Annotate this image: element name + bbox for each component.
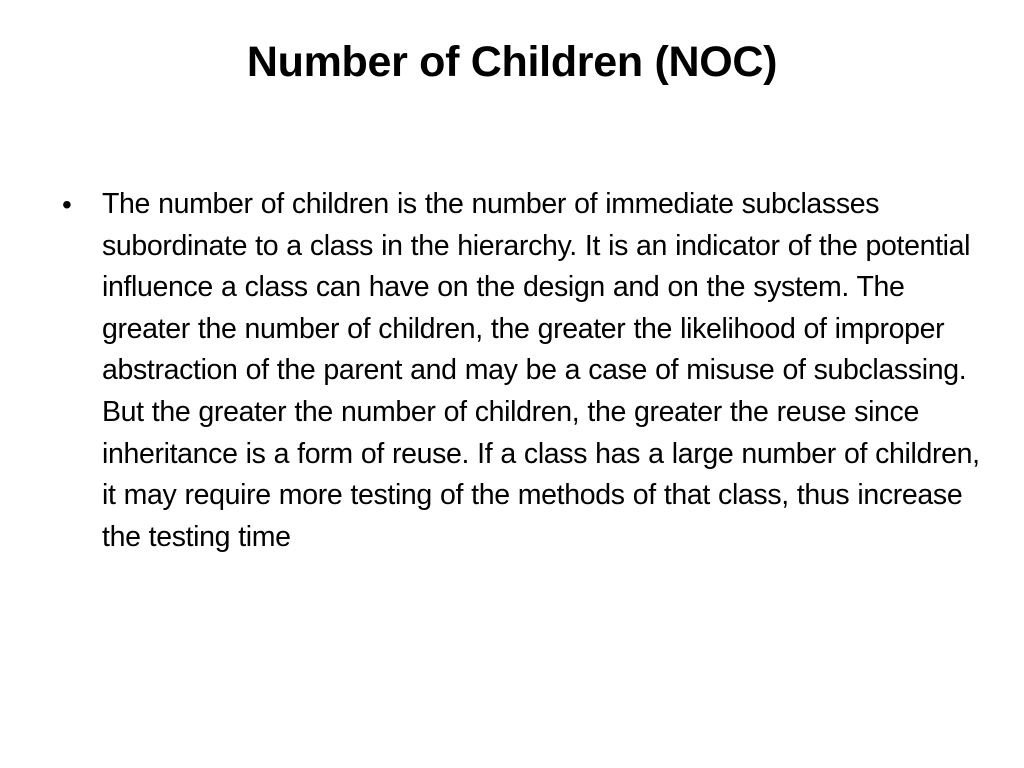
slide-body bbox=[62, 184, 980, 558]
bullet-item bbox=[62, 184, 980, 558]
bullet-text: The number of children is the number of immediate subclasses subordinate to a class in the hierarchy. It is an indicator of the potential influence a class can have on the design and on the system. The greater the number of children, the greater the likelihood of improper abstraction of the parent and may be a case of misuse of subclassing. But the greater the number of children, the greater the reuse since inheritance is a form of reuse. If a class has a large number of children, it may require more testing of the methods of that class, thus increase the testing time bbox=[102, 188, 980, 553]
slide-title: Number of Children (NOC) bbox=[246, 38, 778, 86]
bullet-point-icon: • bbox=[62, 189, 72, 220]
